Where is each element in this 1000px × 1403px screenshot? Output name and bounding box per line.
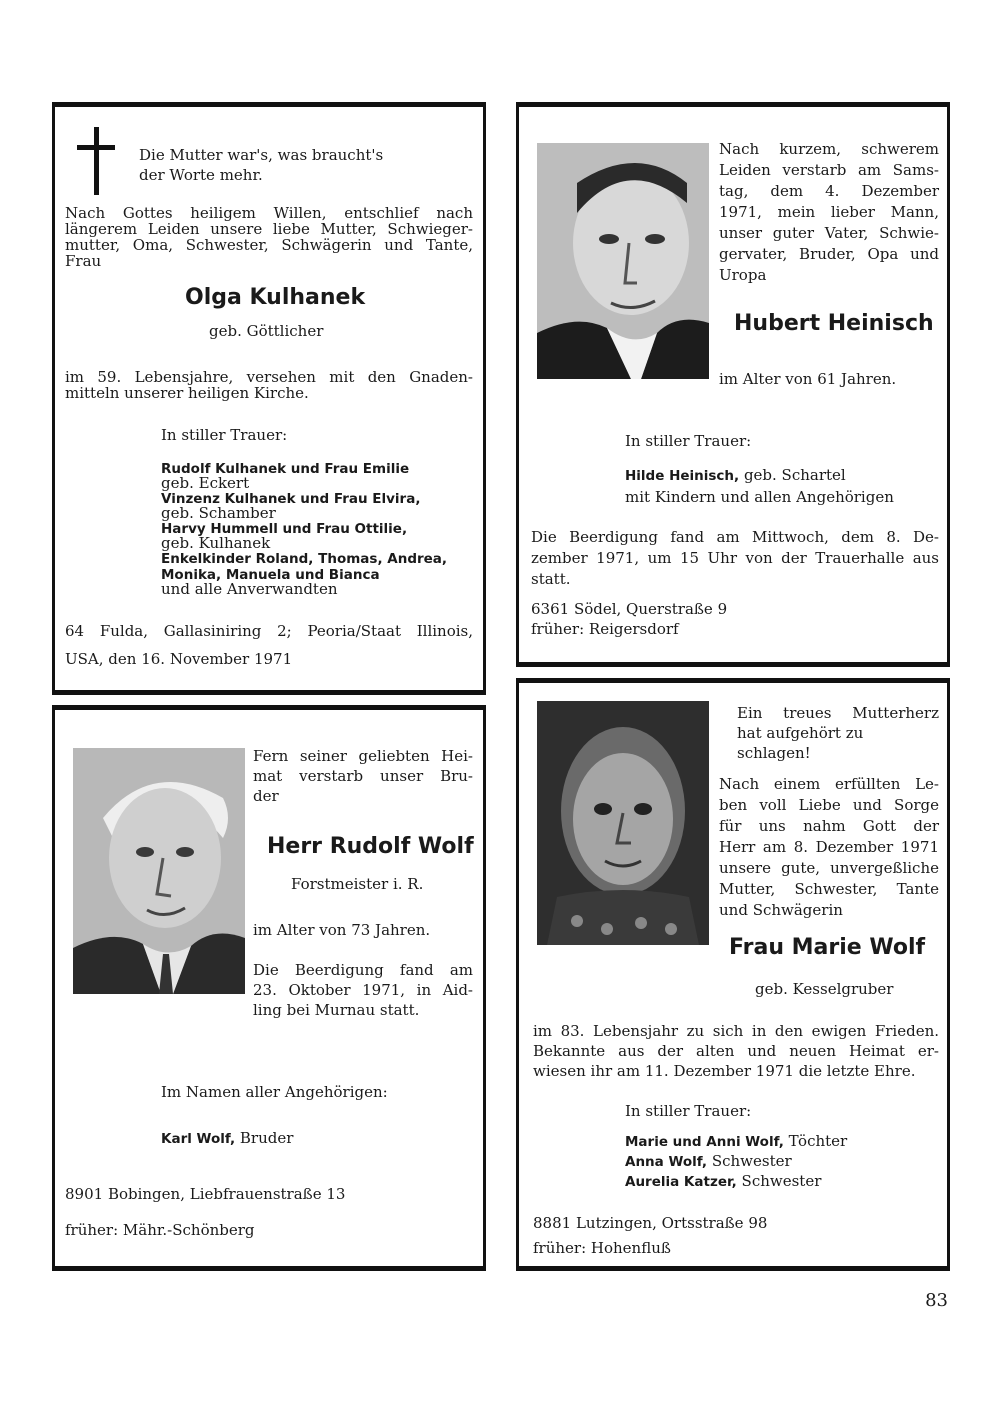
mourner-line: geb. Schamber (161, 504, 276, 522)
mourning-label: In stiller Trauer: (625, 1102, 752, 1120)
intro-line-2: längerem Leiden unsere liebe Mutter, Schwieger- (65, 220, 473, 238)
intro-line-4: 1971, mein lieber Mann, (719, 203, 939, 221)
obituary-hubert-heinisch (516, 102, 950, 667)
deceased-name: Hubert Heinisch (734, 311, 934, 336)
funeral-line-3: statt. (531, 570, 571, 588)
deceased-title: Forstmeister i. R. (291, 875, 424, 893)
mourner-relation: Schwester (707, 1152, 792, 1170)
age-text: im Alter von 61 Jahren. (719, 370, 897, 388)
age-line-1: im 59. Lebensjahre, versehen mit den Gnaden- (65, 368, 473, 386)
intro-line-7: Uropa (719, 266, 767, 284)
intro-line-5: unsere gute, unvergeßliche (719, 859, 939, 877)
mourner-line: Rudolf Kulhanek und Frau Emilie (161, 461, 410, 477)
mourner-line: Monika, Manuela und Bianca (161, 567, 380, 583)
mourner-name: Aurelia Katzer, (625, 1174, 737, 1190)
portrait-photo (73, 748, 245, 994)
mourner-name: Karl Wolf, (161, 1131, 236, 1147)
mourner-relation: Töchter (783, 1132, 848, 1150)
intro-line-1: Fern seiner geliebten Hei- (253, 747, 473, 765)
intro-line-4: Frau (65, 252, 102, 270)
intro-line-2: Leiden verstarb am Sams- (719, 161, 939, 179)
mourner-maiden: geb. Schartel (739, 466, 846, 484)
obituary-olga-kulhanek (52, 102, 486, 695)
maiden-name: geb. Göttlicher (209, 322, 324, 340)
intro-line-5: unser guter Vater, Schwie- (719, 224, 939, 242)
intro-line-2: ben voll Liebe und Sorge (719, 796, 939, 814)
mourner-relation: Schwester (736, 1172, 822, 1190)
mourning-label: In stiller Trauer: (161, 426, 288, 444)
mourner-line-2: mit Kindern und allen Angehörigen (625, 488, 894, 506)
mourner-line (161, 1128, 293, 1150)
mourner-line (625, 465, 846, 487)
mourner-line: Harvy Hummell und Frau Ottilie, (161, 521, 408, 537)
mourner-line: geb. Kulhanek (161, 534, 271, 552)
mourner-relation: Bruder (235, 1129, 294, 1147)
obituary-marie-wolf (516, 678, 950, 1271)
intro-line-3: für uns nahm Gott der (719, 817, 939, 835)
address-line-2: USA, den 16. November 1971 (65, 650, 293, 668)
intro-line-6: gervater, Bruder, Opa und (719, 245, 939, 263)
age-line-3: wiesen ihr am 11. Dezember 1971 die letzte Ehre. (533, 1062, 916, 1080)
portrait-man-icon (73, 748, 245, 994)
address-line-2: früher: Reigersdorf (531, 620, 679, 638)
intro-line-2: mat verstarb unser Bru- (253, 767, 473, 785)
mourning-label: In stiller Trauer: (625, 432, 752, 450)
intro-line-6: Mutter, Schwester, Tante (719, 880, 939, 898)
intro-line-4: Herr am 8. Dezember 1971 (719, 838, 939, 856)
deceased-name: Herr Rudolf Wolf (267, 834, 474, 859)
funeral-line-1: Die Beerdigung fand am Mittwoch, dem 8. De- (531, 528, 939, 546)
mourner-line: Vinzenz Kulhanek und Frau Elvira, (161, 491, 421, 507)
intro-line-1: Nach einem erfüllten Le- (719, 775, 939, 793)
address-line-1: 64 Fulda, Gallasiniring 2; Peoria/Staat Illinois, (65, 622, 473, 640)
portrait-woman-icon (537, 701, 709, 945)
address-line-1: 8901 Bobingen, Liebfrauenstraße 13 (65, 1185, 346, 1203)
mourner-line (625, 1171, 821, 1193)
intro-line-3: der (253, 787, 279, 805)
funeral-line-1: Die Beerdigung fand am (253, 961, 473, 979)
mourner-name: Marie und Anni Wolf, (625, 1134, 784, 1150)
maiden-name: geb. Kesselgruber (755, 980, 894, 998)
intro-line-3: mutter, Oma, Schwester, Schwägerin und Tante, (65, 236, 473, 254)
motto-line-1: Die Mutter war's, was braucht's (139, 146, 384, 164)
mourner-line (625, 1151, 792, 1173)
age-text: im Alter von 73 Jahren. (253, 921, 431, 939)
deceased-name: Frau Marie Wolf (729, 935, 926, 960)
intro-line-7: und Schwägerin (719, 901, 843, 919)
mourning-label: Im Namen aller Angehörigen: (161, 1083, 388, 1101)
motto-line-2: der Worte mehr. (139, 166, 263, 184)
mourner-line: geb. Eckert (161, 474, 250, 492)
mourner-line: und alle Anverwandten (161, 580, 338, 598)
page-number: 83 (925, 1290, 948, 1311)
motto-line-1: Ein treues Mutterherz (737, 704, 939, 722)
cross-icon (77, 127, 117, 197)
motto-line-3: schlagen! (737, 744, 811, 762)
deceased-name: Olga Kulhanek (185, 285, 366, 310)
intro-line-3: tag, dem 4. Dezember (719, 182, 939, 200)
age-line-1: im 83. Lebensjahr zu sich in den ewigen Frieden. (533, 1022, 939, 1040)
portrait-photo (537, 143, 709, 379)
mourner-line (625, 1131, 847, 1153)
portrait-photo (537, 701, 709, 945)
mourner-name: Anna Wolf, (625, 1154, 708, 1170)
address-line-2: früher: Hohenfluß (533, 1239, 671, 1257)
intro-line-1: Nach Gottes heiligem Willen, entschlief nach (65, 204, 473, 222)
mourner-name: Hilde Heinisch, (625, 468, 740, 484)
obituary-rudolf-wolf (52, 705, 486, 1271)
address-line-1: 8881 Lutzingen, Ortsstraße 98 (533, 1214, 768, 1232)
intro-line-1: Nach kurzem, schwerem (719, 140, 939, 158)
funeral-line-2: zember 1971, um 15 Uhr von der Trauerhalle aus (531, 549, 939, 567)
address-line-2: früher: Mähr.-Schönberg (65, 1221, 255, 1239)
age-line-2: mitteln unserer heiligen Kirche. (65, 384, 309, 402)
mourner-line: Enkelkinder Roland, Thomas, Andrea, (161, 551, 448, 567)
portrait-man-icon (537, 143, 709, 379)
motto-line-2: hat aufgehört zu (737, 724, 864, 742)
funeral-line-3: ling bei Murnau statt. (253, 1001, 420, 1019)
address-line-1: 6361 Södel, Querstraße 9 (531, 600, 728, 618)
funeral-line-2: 23. Oktober 1971, in Aid- (253, 981, 473, 999)
age-line-2: Bekannte aus der alten und neuen Heimat er- (533, 1042, 939, 1060)
